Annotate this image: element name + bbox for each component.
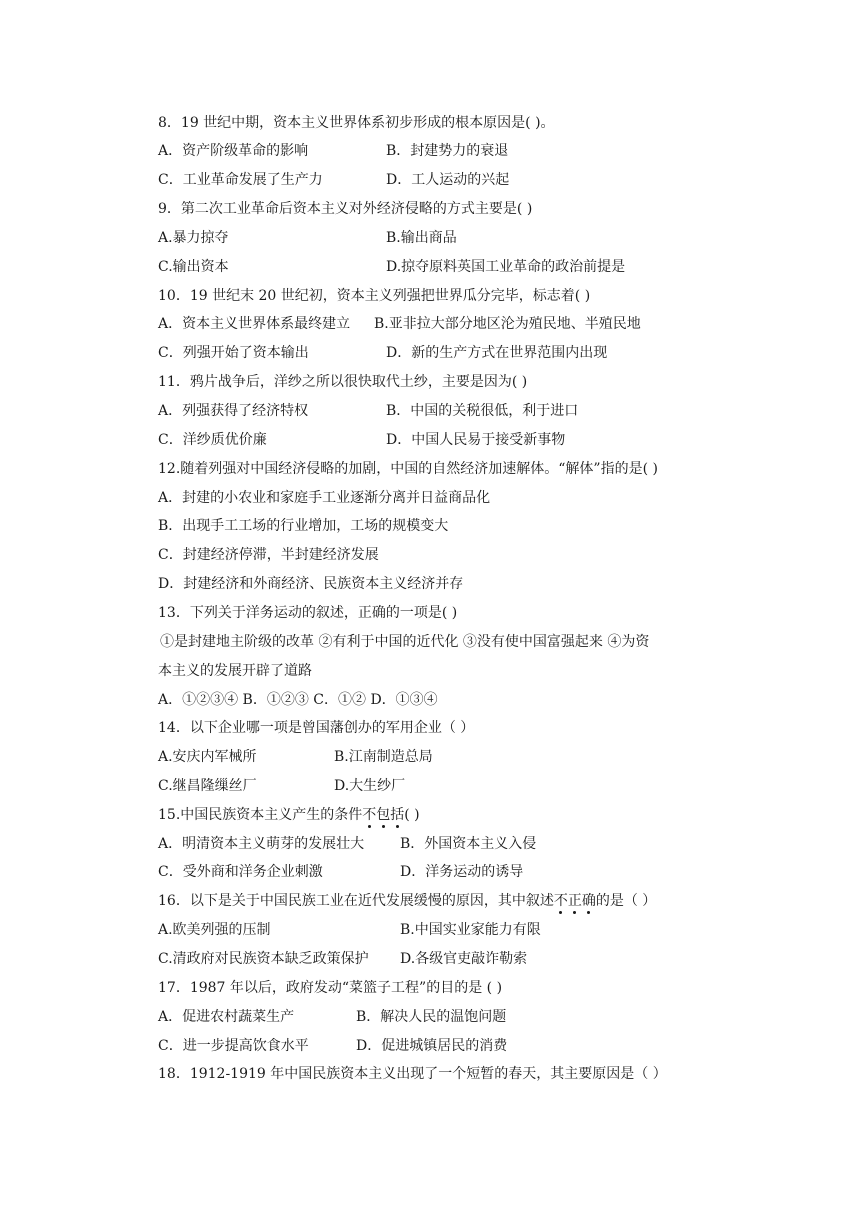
question-12-option-b: B．出现手工工场的行业增加，工场的规模变大 [158, 518, 449, 534]
question-13-options: A．①②③④ B．①②③ C．①② D．①③④ [158, 692, 438, 708]
question-17-option-a: A．促进农村蔬菜生产 [158, 1009, 295, 1025]
question-14-option-d: D.大生纱厂 [334, 778, 406, 794]
answer-blank: ( ) [404, 807, 420, 823]
answer-blank: 的是（ ） [595, 893, 657, 909]
question-17-option-d: D．促进城镇居民的消费 [356, 1038, 508, 1054]
question-10-option-c: C．列强开始了资本输出 [158, 345, 309, 361]
question-12-stem: 12.随着列强对中国经济侵略的加剧，中国的自然经济加速解体。“解体”指的是( ) [158, 461, 658, 477]
question-10-option-a: A．资本主义世界体系最终建立 [158, 316, 351, 332]
question-16-stem-text: 16．以下是关于中国民族工业在近代发展缓慢的原因，其中叙述 [158, 893, 554, 909]
question-8-option-d: D．工人运动的兴起 [386, 172, 510, 188]
emphasis-dot-char: 包 [376, 807, 391, 823]
question-9-option-c: C.输出资本 [158, 259, 229, 275]
question-8-stem: 8．19 世纪中期，资本主义世界体系初步形成的根本原因是( )。 [158, 115, 555, 131]
question-11-option-d: D．中国人民易于接受新事物 [386, 432, 566, 448]
question-16-stem [158, 891, 656, 911]
emphasis-dot-char: 不 [553, 893, 568, 909]
question-14-option-c: C.继昌隆缫丝厂 [158, 778, 257, 794]
question-10-option-b: B.亚非拉大部分地区沦为殖民地、半殖民地 [374, 316, 641, 332]
question-12-option-c: C．封建经济停滞，半封建经济发展 [158, 547, 379, 563]
question-8-option-a: A．资产阶级革命的影响 [158, 143, 309, 159]
question-12-option-d: D．封建经济和外商经济、民族资本主义经济并存 [158, 576, 464, 592]
question-17-option-b: B．解决人民的温饱问题 [356, 1009, 507, 1025]
question-17-option-c: C．进一步提高饮食水平 [158, 1038, 309, 1054]
question-15-option-d: D．洋务运动的诱导 [400, 864, 524, 880]
question-15-stem [158, 805, 420, 825]
question-15-option-b: B．外国资本主义入侵 [400, 836, 537, 852]
question-9-option-d: D.掠夺原料英国工业革命的政治前提是 [386, 259, 626, 275]
question-9-stem: 9．第二次工业革命后资本主义对外经济侵略的方式主要是( ) [158, 201, 533, 217]
question-10-option-d: D．新的生产方式在世界范围内出现 [386, 345, 608, 361]
question-9-option-a: A.暴力掠夺 [158, 230, 229, 246]
question-11-stem: 11．鸦片战争后，洋纱之所以很快取代土纱，主要是因为( ) [158, 374, 528, 390]
question-14-option-a: A.安庆内军械所 [158, 749, 257, 765]
question-17-stem: 17．1987 年以后，政府发动“菜篮子工程”的目的是 ( ) [158, 980, 503, 996]
question-16-option-d: D.各级官吏敲诈勒索 [400, 951, 528, 967]
emphasis-dot-char: 不 [362, 807, 377, 823]
question-12-option-a: A．封建的小农业和家庭手工业逐渐分离并日益商品化 [158, 490, 491, 506]
emphasis-dot-char: 括 [390, 807, 405, 823]
question-14-stem: 14．以下企业哪一项是曾国藩创办的军用企业（ ） [158, 720, 475, 736]
emphasis-dot-char: 正 [567, 893, 582, 909]
question-13-stem: 13．下列关于洋务运动的叙述，正确的一项是( ) [158, 605, 458, 621]
question-16-option-a: A.欧美列强的压制 [158, 922, 271, 938]
question-16-option-c: C.清政府对民族资本缺乏政策保护 [158, 951, 369, 967]
question-15-option-c: C．受外商和洋务企业刺激 [158, 864, 323, 880]
question-14-option-b: B.江南制造总局 [334, 749, 433, 765]
question-15-option-a: A．明清资本主义萌芽的发展壮大 [158, 836, 365, 852]
question-9-option-b: B.输出商品 [386, 230, 457, 246]
question-18-stem: 18．1912-1919 年中国民族资本主义出现了一个短暂的春天，其主要原因是（ ） [158, 1066, 667, 1082]
emphasis-dot-char: 确 [581, 893, 596, 909]
question-10-stem: 10．19 世纪末 20 世纪初，资本主义列强把世界瓜分完毕，标志着( ) [158, 288, 591, 304]
question-13-statements-line-1: ①是封建地主阶级的改革 ②有利于中国的近代化 ③没有使中国富强起来 ④为资 [160, 634, 650, 650]
question-13-statements-line-2: 本主义的发展开辟了道路 [158, 663, 312, 679]
question-16-option-b: B.中国实业家能力有限 [400, 922, 541, 938]
question-11-option-a: A．列强获得了经济特权 [158, 403, 309, 419]
question-8-option-b: B．封建势力的衰退 [386, 143, 509, 159]
question-11-option-c: C．洋纱质优价廉 [158, 432, 267, 448]
question-11-option-b: B．中国的关税很低，利于进口 [386, 403, 579, 419]
question-8-option-c: C．工业革命发展了生产力 [158, 172, 323, 188]
question-15-stem-text: 15.中国民族资本主义产生的条件 [158, 807, 363, 823]
